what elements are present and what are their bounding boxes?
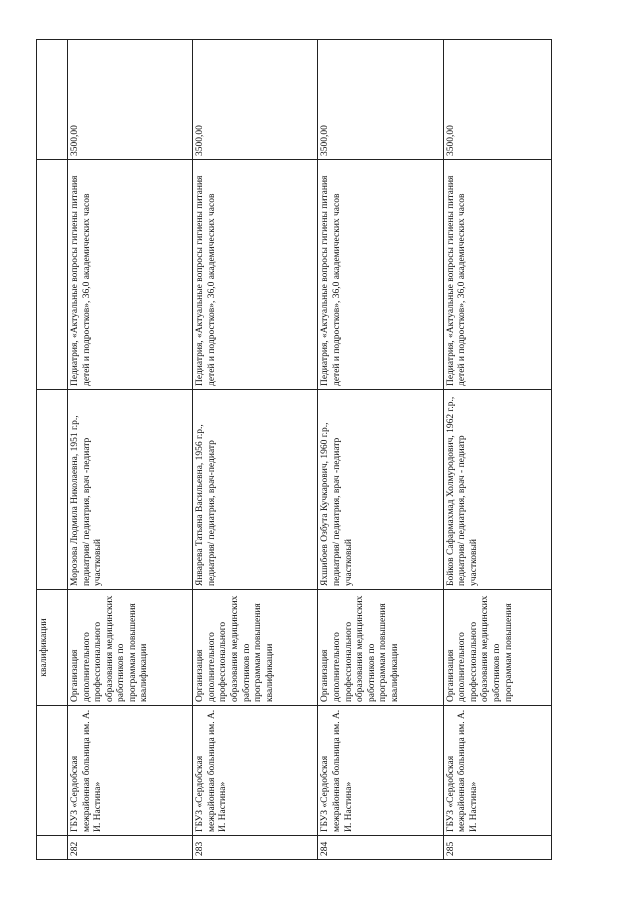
person-cell: Морозова Людмила Николаевна, 1951 г.р., педиатрия/ педиатрия, врач -педиатр участковый	[68, 390, 193, 590]
price-cell: 3500,00	[318, 40, 443, 160]
rotated-page	[36, 40, 552, 860]
course-cell: Педиатрия, «Актуальные вопросы гигиены питания детей и подростков», 36,0 академических часов	[193, 160, 318, 390]
row-number: 283	[193, 836, 318, 860]
course-cell: Педиатрия, «Актуальные вопросы гигиены питания детей и подростков», 36,0 академических часов	[318, 160, 443, 390]
table-header-row	[37, 40, 68, 860]
table-row	[193, 40, 318, 860]
organization-cell: ГБУЗ «Сердобская межрайонная больница им. А. И. Настина»	[193, 706, 318, 836]
header-cell-price	[37, 40, 68, 160]
price-cell: 3500,00	[443, 40, 551, 160]
table-row	[318, 40, 443, 860]
organization-cell: ГБУЗ «Сердобская межрайонная больница им. А. И. Настина»	[443, 706, 551, 836]
person-cell: Бойков Сафармахмад Холмуродович, 1962 г.р., педиатрия/ педиатрия, врач - педиатр участковый	[443, 390, 551, 590]
program-cell: Организация дополнительного профессионального образования медицинских работников по программам повышения квалификации	[318, 590, 443, 706]
program-cell: Организация дополнительного профессионального образования медицинских работников по программам повышения квалификации	[68, 590, 193, 706]
row-number: 285	[443, 836, 551, 860]
organization-cell: ГБУЗ «Сердобская межрайонная больница им. А. И. Настина»	[68, 706, 193, 836]
organization-cell: ГБУЗ «Сердобская межрайонная больница им. А. И. Настина»	[318, 706, 443, 836]
course-cell: Педиатрия, «Актуальные вопросы гигиены питания детей и подростков», 36,0 академических часов	[68, 160, 193, 390]
header-cell-program	[37, 590, 68, 706]
table-row	[443, 40, 551, 860]
course-cell: Педиатрия, «Актуальные вопросы гигиены питания детей и подростков», 36,0 академических часов	[443, 160, 551, 390]
header-cell-org	[37, 706, 68, 836]
header-cell-course	[37, 160, 68, 390]
row-number: 284	[318, 836, 443, 860]
row-number: 282	[68, 836, 193, 860]
price-cell: 3500,00	[193, 40, 318, 160]
program-cell: Организация дополнительного профессионального образования медицинских работников по программам повышения	[443, 590, 551, 706]
header-cell-person	[37, 390, 68, 590]
header-program-text: квалификации	[39, 618, 49, 677]
person-cell: Яхшибоев Озбута Кучкарович, 1960 г.р., педиатрия/ педиатрия, врач -педиатр участковый	[318, 390, 443, 590]
program-cell: Организация дополнительного профессионального образования медицинских работников по программам повышения квалификации	[193, 590, 318, 706]
person-cell: Январева Татьяна Васильевна, 1956 г.р., педиатрия/ педиатрия, врач-педиатр	[193, 390, 318, 590]
header-cell-num	[37, 836, 68, 860]
table-row	[68, 40, 193, 860]
document-table	[36, 39, 552, 860]
price-cell: 3500,00	[68, 40, 193, 160]
